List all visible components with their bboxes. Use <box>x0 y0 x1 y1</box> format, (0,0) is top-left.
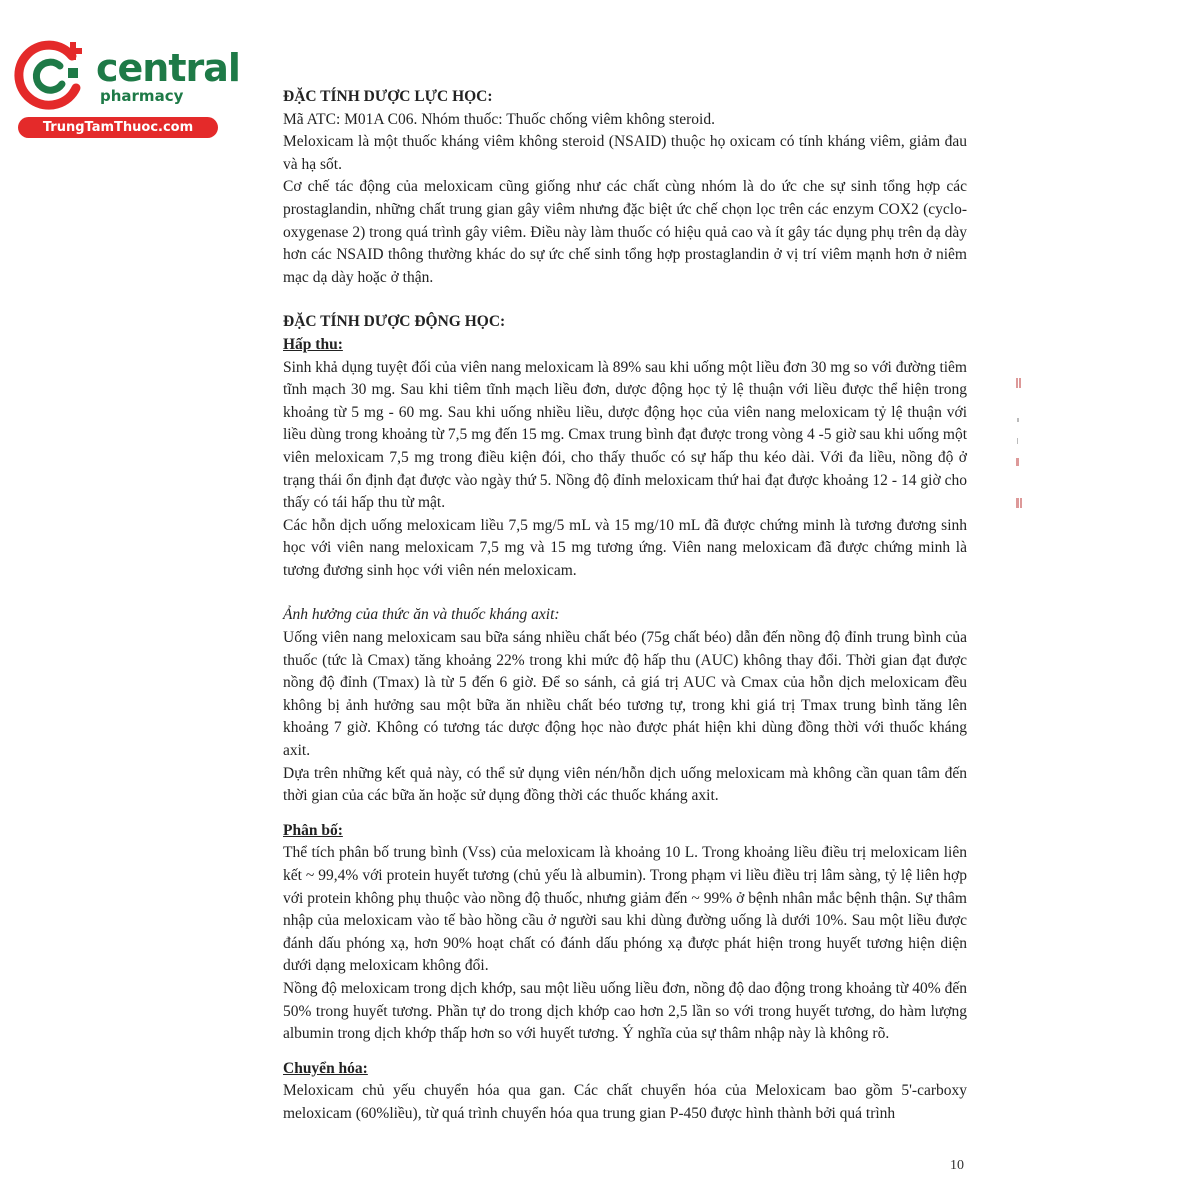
margin-marks-icon <box>1010 370 1030 530</box>
subheading-metabolism: Chuyển hóa: <box>283 1059 368 1077</box>
section-heading-pharmacokinetics: ĐẶC TÍNH DƯỢC ĐỘNG HỌC: <box>283 313 506 331</box>
paragraph-atc: Mã ATC: M01A C06. Nhóm thuốc: Thuốc chống viêm không steroid. <box>283 110 715 128</box>
paragraph-metabolism-1: Meloxicam chủ yếu chuyển hóa qua gan. Các chất chuyển hóa của Meloxicam bao gồm 5'-carboxy meloxicam (60%liều), từ quá trình chuyển hóa qua trung gian P-450 được hình thành bởi quá trình <box>283 1082 967 1122</box>
paragraph-distribution-2: Nồng độ meloxicam trong dịch khớp, sau một liều uống liều đơn, nồng độ dao động trong khoảng từ 40% đến 50% trong huyết tương. Phần tự do trong dịch khớp cao hơn 2,5 lần so với trong huyết tương, do hàm lượng albumin trong dịch khớp thấp hơn so với huyết tương. Ý nghĩa của sự thâm nhập này là không rõ. <box>283 979 967 1043</box>
page-number: 10 <box>950 1158 964 1173</box>
margin-stamp-marks <box>1010 370 1030 530</box>
central-pharmacy-logo <box>10 36 240 136</box>
paragraph-mechanism: Cơ chế tác động của meloxicam cũng giống như các chất cùng nhóm là do ức che sự sinh tổng hợp các prostaglandin, những chất trung gian gây viêm nhưng đặc biệt ức chế chọn lọc trên các enzym COX2 (cyclo- oxygenase 2) trong quá trình gây viêm. Điều này làm thuốc có hiệu quả cao và ít gây tác dụng phụ trên dạ dày hơn các NSAID thông thường khác do sự ức chế sinh tổng hợp prostaglandin ở vị trí viêm mạnh hơn ở niêm mạc dạ dày hoặc ở thận. <box>283 178 967 286</box>
paragraph-nsaid: Meloxicam là một thuốc kháng viêm không steroid (NSAID) thuộc họ oxicam có tính kháng viêm, giảm đau và hạ sốt. <box>283 133 967 173</box>
paragraph-distribution-1: Thể tích phân bố trung bình (Vss) của meloxicam là khoảng 10 L. Trong khoảng liều điều trị meloxicam liên kết ~ 99,4% với protein huyết tương (chủ yếu là albumin). Trong phạm vi liều điều trị lâm sàng, tỷ lệ liên hợp với protein không phụ thuộc vào nồng độ thuốc, nhưng giảm đến ~ 99% ở bệnh nhân mắc bệnh thận. Sự thâm nhập của meloxicam vào tế bào hồng cầu ở người sau khi dùng đường uống là dưới 10%. Sau một liều được đánh dấu phóng xạ, hơn 90% hoạt chất có đánh dấu phóng xạ được phát hiện trong huyết tương hiện diện dưới dạng meloxicam không đổi. <box>283 844 967 975</box>
paragraph-food-1: Uống viên nang meloxicam sau bữa sáng nhiều chất béo (75g chất béo) dẫn đến nồng độ đỉnh trung bình của thuốc (tức là Cmax) tăng khoảng 22% trong khi mức độ hấp thu (AUC) không thay đổi. Thời gian đạt được nồng độ đỉnh (Tmax) là từ 5 đến 6 giờ. Để so sánh, cả giá trị AUC và Cmax của hỗn dịch meloxicam đều không bị ảnh hưởng sau một bữa ăn nhiều chất béo tương tự, trong khi giá trị Tmax trung bình tăng lên khoảng 7 giờ. Không có tương tác dược động học nào được phát hiện khi dùng đồng thời với thuốc kháng axit. <box>283 629 967 760</box>
document-body <box>283 86 967 1126</box>
logo-url-badge: TrungTamThuoc.com <box>18 117 218 138</box>
subheading-absorption: Hấp thu: <box>283 335 343 353</box>
subheading-food-effect: Ảnh hưởng của thức ăn và thuốc kháng axit: <box>283 606 560 624</box>
subheading-distribution: Phân bố: <box>283 821 343 839</box>
paragraph-food-2: Dựa trên những kết quả này, có thể sử dụng viên nén/hỗn dịch uống meloxicam mà không cần quan tâm đến thời gian của các bữa ăn hoặc sử dụng đồng thời các thuốc kháng axit. <box>283 764 967 805</box>
paragraph-absorption-2: Các hỗn dịch uống meloxicam liều 7,5 mg/5 mL và 15 mg/10 mL đã được chứng minh là tương đương sinh học với viên nang meloxicam 7,5 mg và 15 mg tương ứng. Viên nang meloxicam đã được chứng minh là tương đương sinh học với viên nén meloxicam. <box>283 516 967 579</box>
paragraph-absorption-1: Sinh khả dụng tuyệt đối của viên nang meloxicam là 89% sau khi uống một liều đơn 30 mg so với đường tiêm tĩnh mạch 30 mg. Sau khi tiêm tĩnh mạch liều đơn, dược động học tỷ lệ thuận với liều được thể hiện trong khoảng từ 5 mg - 60 mg. Sau khi uống nhiều liều, dược động học của viên nang meloxicam tỷ lệ thuận với liều dùng trong khoảng từ 7,5 mg đến 15 mg. Cmax trung bình đạt được trong vòng 4 -5 giờ sau khi uống một viên meloxicam 7,5 mg trong điều kiện đói, cho thấy thuốc có sự hấp thu kéo dài. Với đa liều, nồng độ ở trạng thái ổn định đạt được vào ngày thứ 5. Nồng độ đỉnh meloxicam thứ hai đạt được khoảng 12 - 14 giờ cho thấy có tái hấp thu từ mật. <box>283 358 967 512</box>
logo-brand-sub: pharmacy <box>100 87 184 105</box>
pharmacy-cross-logo-icon <box>10 36 88 114</box>
logo-brand-name: central <box>96 46 240 90</box>
section-heading-pharmacodynamics: ĐẶC TÍNH DƯỢC LỰC HỌC: <box>283 88 493 105</box>
